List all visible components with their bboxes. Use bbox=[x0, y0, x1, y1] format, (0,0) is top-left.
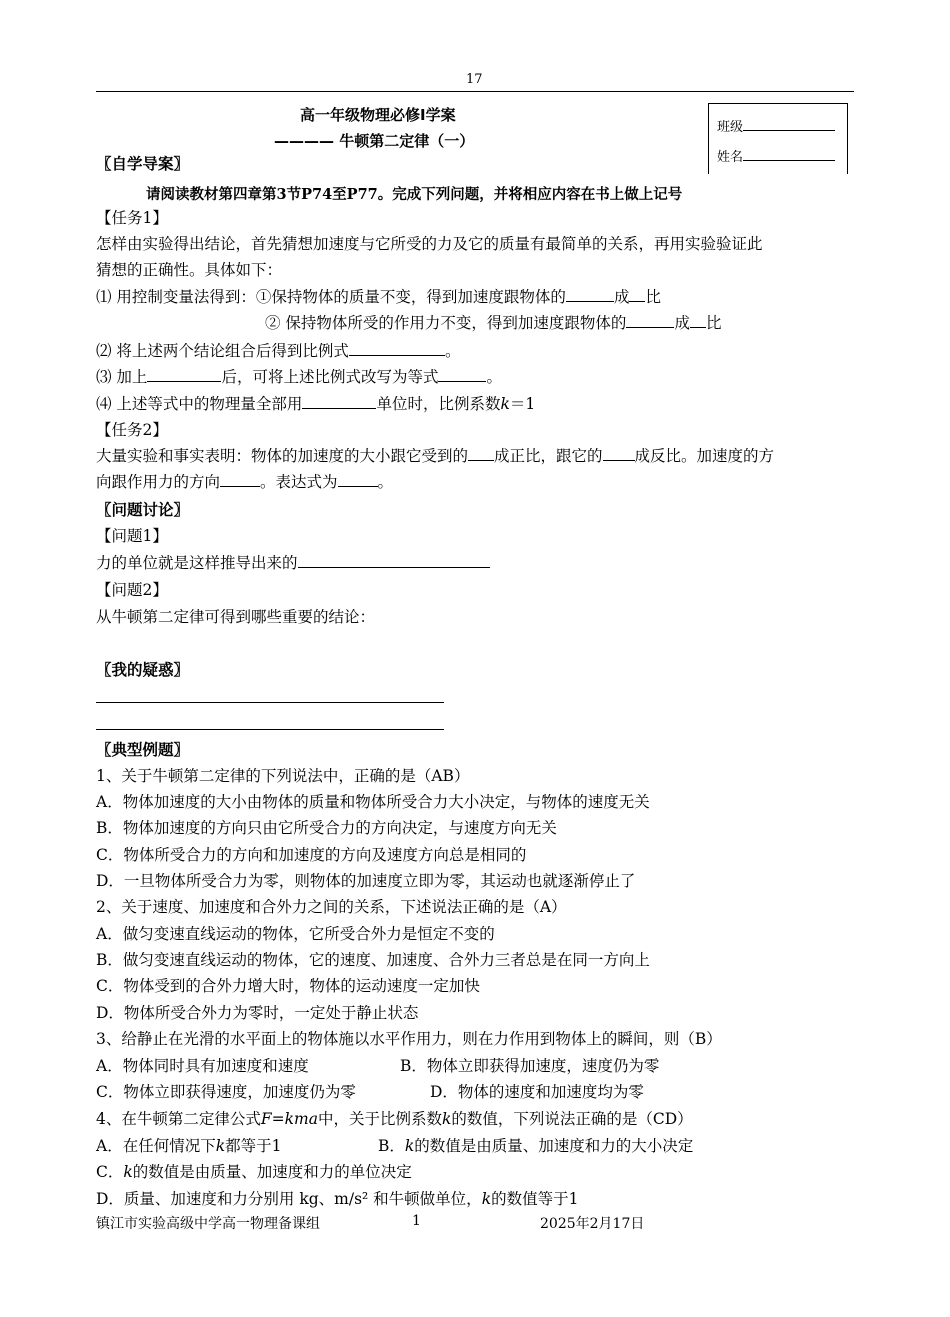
blank[interactable] bbox=[438, 365, 486, 382]
doubt-line-2[interactable] bbox=[96, 729, 444, 730]
task2-line2: 向跟作用力的方向 。表达式为 。 bbox=[96, 469, 393, 495]
task1-item1: ⑴ 用控制变量法得到：①保持物体的质量不变，得到加速度跟物体的 成 比 bbox=[96, 284, 661, 310]
doubt-line-1[interactable] bbox=[96, 702, 444, 703]
q1-heading: 【问题1】 bbox=[96, 527, 168, 545]
example4-option-c: C．k的数值是由质量、加速度和力的单位决定 bbox=[96, 1163, 412, 1181]
example1-option-b: B．物体加速度的方向只由它所受合力的方向决定，与速度方向无关 bbox=[96, 819, 557, 837]
example3-stem: 3、给静止在光滑的水平面上的物体施以水平作用力，则在力作用到物体上的瞬间，则（B） bbox=[96, 1030, 722, 1048]
example4-option-d: D．质量、加速度和力分别用 kg、m/s² 和牛顿做单位，k的数值等于1 bbox=[96, 1190, 579, 1208]
example3-option-d: D．物体的速度和加速度均为零 bbox=[430, 1083, 644, 1101]
name-blank[interactable] bbox=[743, 146, 835, 161]
name-label: 姓名 bbox=[717, 150, 744, 165]
q1-text: 力的单位就是这样推导出来的 bbox=[96, 550, 490, 576]
example1-option-d: D．一旦物体所受合力为零，则物体的加速度立即为零，其运动也就逐渐停止了 bbox=[96, 872, 636, 890]
example3-option-c: C．物体立即获得速度，加速度仍为零 bbox=[96, 1083, 356, 1101]
blank[interactable] bbox=[603, 444, 635, 461]
task2-heading: 【任务2】 bbox=[96, 421, 168, 439]
task2-line1: 大量实验和事实表明：物体的加速度的大小跟它受到的 成正比，跟它的 成反比。加速度的方 bbox=[96, 443, 774, 469]
example2-option-d: D．物体所受合外力为零时，一定处于静止状态 bbox=[96, 1004, 419, 1022]
blank[interactable] bbox=[349, 339, 445, 356]
example3-option-b: B．物体立即获得加速度，速度仍为零 bbox=[400, 1057, 660, 1075]
blank[interactable] bbox=[690, 311, 706, 328]
blank[interactable] bbox=[302, 392, 376, 409]
blank[interactable] bbox=[147, 365, 221, 382]
task1-intro-line1: 怎样由实验得出结论，首先猜想加速度与它所受的力及它的质量有最简单的关系，再用实验验证此 bbox=[96, 235, 763, 253]
task1-item2: ⑵ 将上述两个结论组合后得到比例式 。 bbox=[96, 338, 460, 364]
example1-option-a: A．物体加速度的大小由物体的质量和物体所受合力大小决定，与物体的速度无关 bbox=[96, 793, 650, 811]
header-rule bbox=[96, 91, 854, 92]
example2-option-c: C．物体受到的合外力增大时，物体的运动速度一定加快 bbox=[96, 977, 480, 995]
example2-stem: 2、关于速度、加速度和合外力之间的关系，下述说法正确的是（A） bbox=[96, 898, 567, 916]
q2-heading: 【问题2】 bbox=[96, 581, 168, 599]
example4-option-b: B．k的数值是由质量、加速度和力的大小决定 bbox=[378, 1137, 694, 1155]
task1-item4: ⑷ 上述等式中的物理量全部用 单位时，比例系数k＝1 bbox=[96, 391, 535, 417]
example1-stem: 1、关于牛顿第二定律的下列说法中，正确的是（AB） bbox=[96, 767, 470, 785]
document-title: 高一年级物理必修Ⅰ学案 bbox=[300, 106, 456, 124]
example4-option-a: A．在任何情况下k都等于1 bbox=[96, 1137, 282, 1155]
reading-instruction: 请阅读教材第四章第3节P74至P77。完成下列问题，并将相应内容在书上做上记号 bbox=[146, 186, 683, 203]
task1-intro-line2: 猜想的正确性。具体如下： bbox=[96, 261, 283, 279]
blank[interactable] bbox=[626, 311, 674, 328]
example1-option-c: C．物体所受合力的方向和加速度的方向及速度方向总是相同的 bbox=[96, 846, 527, 864]
footer-date: 2025年2月17日 bbox=[540, 1216, 645, 1232]
class-blank[interactable] bbox=[743, 116, 835, 131]
student-info-box bbox=[708, 103, 848, 174]
blank[interactable] bbox=[566, 285, 614, 302]
example2-option-a: A．做匀变速直线运动的物体，它所受合外力是恒定不变的 bbox=[96, 925, 495, 943]
footer-page: 1 bbox=[412, 1213, 421, 1229]
blank[interactable] bbox=[468, 444, 494, 461]
blank[interactable] bbox=[298, 551, 490, 568]
class-field[interactable] bbox=[717, 116, 835, 135]
name-field[interactable] bbox=[717, 146, 835, 165]
example3-option-a: A．物体同时具有加速度和速度 bbox=[96, 1057, 309, 1075]
footer-school: 镇江市实验高级中学高一物理备课组 bbox=[96, 1216, 320, 1232]
task1-heading: 【任务1】 bbox=[96, 209, 168, 227]
blank[interactable] bbox=[338, 470, 378, 487]
q2-text: 从牛顿第二定律可得到哪些重要的结论： bbox=[96, 608, 376, 626]
section-discussion: 〖问题讨论〗 bbox=[96, 501, 190, 519]
task1-item3: ⑶ 加上 后，可将上述比例式改写为等式 。 bbox=[96, 364, 502, 390]
section-doubts: 〖我的疑惑〗 bbox=[96, 661, 190, 679]
example4-stem: 4、在牛顿第二定律公式F=kma中，关于比例系数k的数值，下列说法正确的是（CD） bbox=[96, 1110, 693, 1128]
task1-item1b: ② 保持物体所受的作用力不变，得到加速度跟物体的 成 比 bbox=[265, 310, 721, 336]
page-number: 17 bbox=[466, 72, 483, 87]
section-examples: 〖典型例题〗 bbox=[96, 741, 190, 759]
example2-option-b: B．做匀变速直线运动的物体，它的速度、加速度、合外力三者总是在同一方向上 bbox=[96, 951, 650, 969]
document-subtitle: ———— 牛顿第二定律（一） bbox=[274, 132, 475, 150]
blank[interactable] bbox=[629, 285, 645, 302]
class-label: 班级 bbox=[717, 120, 744, 135]
section-self-study: 〖自学导案〗 bbox=[96, 155, 190, 173]
blank[interactable] bbox=[220, 470, 260, 487]
